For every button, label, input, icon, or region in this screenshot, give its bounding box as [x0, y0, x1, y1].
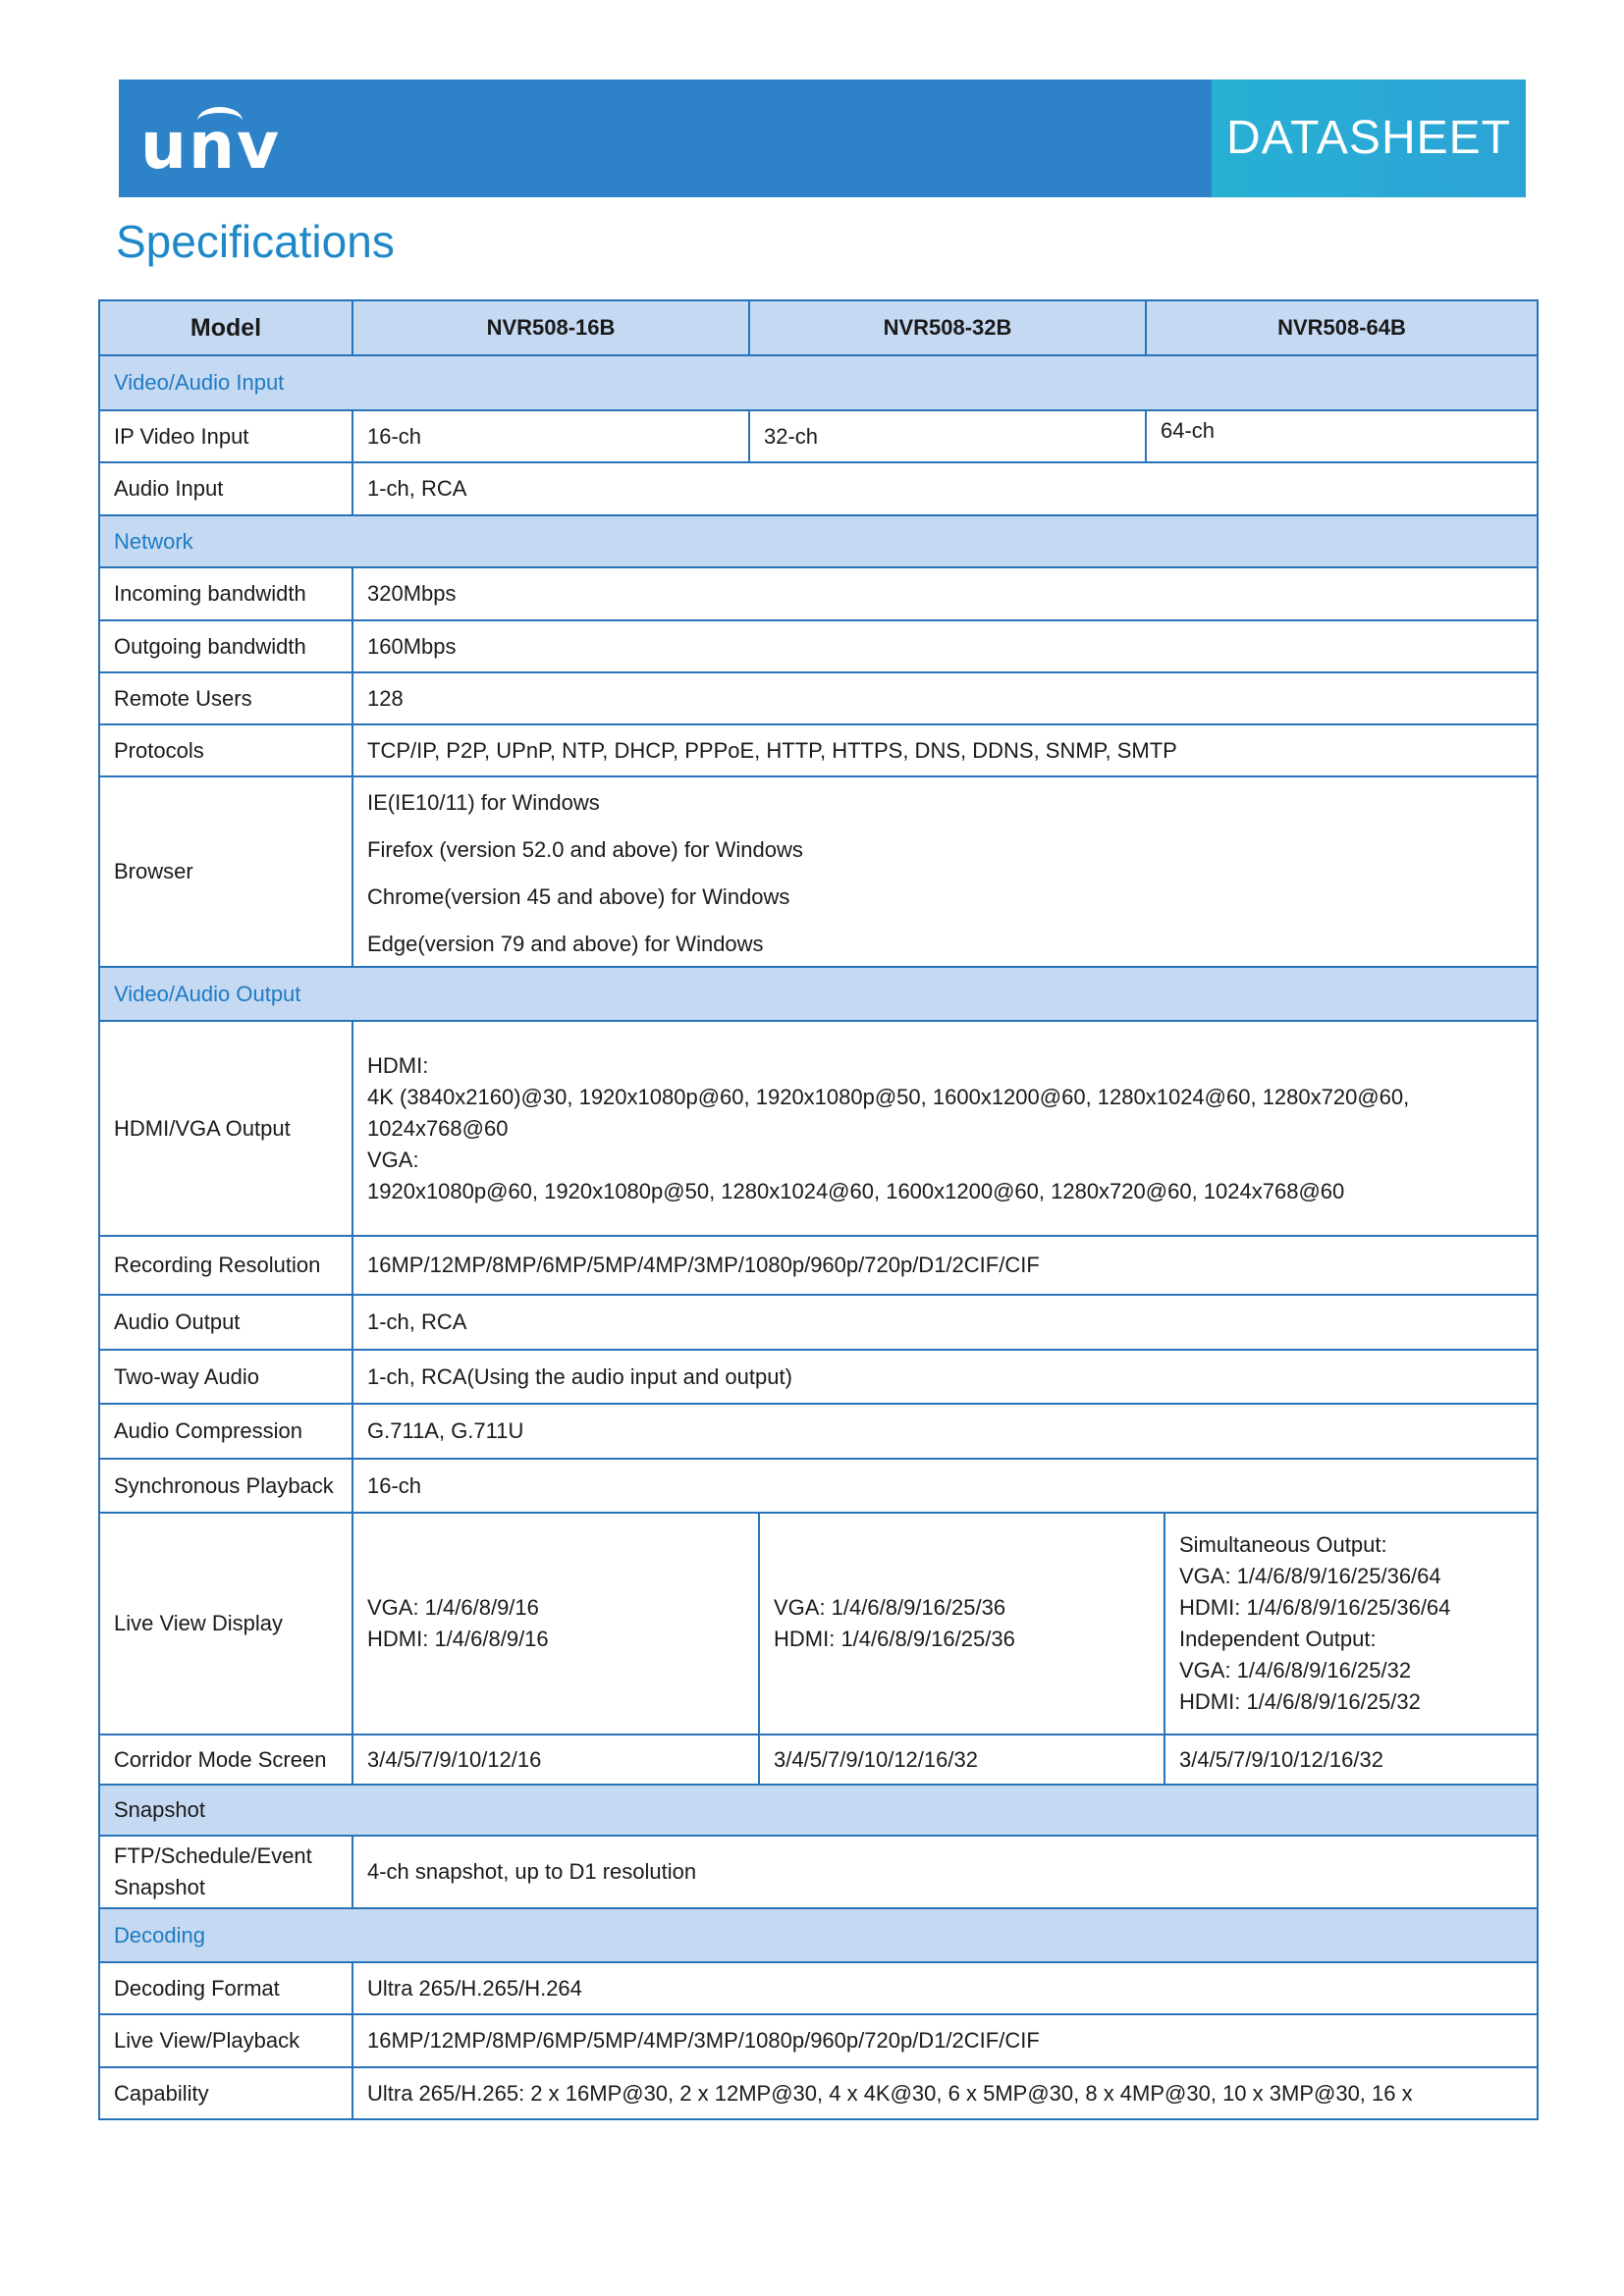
table-row [99, 462, 1538, 515]
table-row [99, 410, 1538, 462]
row-value: 16MP/12MP/8MP/6MP/5MP/4MP/3MP/1080p/960p/720p/D1/2CIF/CIF [352, 1236, 1538, 1295]
live-view-32b [759, 1513, 1164, 1735]
row-label: Audio Output [99, 1295, 352, 1350]
live-view-line: VGA: 1/4/6/8/9/16/25/32 [1179, 1658, 1412, 1682]
section-decoding: Decoding [99, 1908, 1538, 1962]
row-label: Synchronous Playback [99, 1459, 352, 1513]
row-label: Protocols [99, 724, 352, 776]
live-view-line: HDMI: 1/4/6/8/9/16/25/32 [1179, 1689, 1421, 1714]
row-label: Corridor Mode Screen [99, 1735, 352, 1785]
label-line: FTP/Schedule/Event [114, 1843, 312, 1868]
live-view-line: VGA: 1/4/6/8/9/16/25/36 [774, 1595, 1006, 1620]
specifications-table [98, 299, 1539, 2120]
model-16b: NVR508-16B [352, 300, 749, 355]
table-row [99, 724, 1538, 776]
live-view-line: Simultaneous Output: [1179, 1532, 1387, 1557]
ip-video-input-16b: 16-ch [352, 410, 749, 462]
browser-line: Firefox (version 52.0 and above) for Windows [367, 837, 803, 862]
row-value: 128 [352, 672, 1538, 724]
corridor-16b: 3/4/5/7/9/10/12/16 [352, 1735, 759, 1785]
row-value: 320Mbps [352, 567, 1538, 620]
label-line: Snapshot [114, 1875, 205, 1899]
page-header [119, 80, 1526, 197]
row-value: 4-ch snapshot, up to D1 resolution [352, 1836, 1538, 1908]
table-row [99, 620, 1538, 672]
section-video-audio-input: Video/Audio Input [99, 355, 1538, 410]
table-row [99, 1836, 1538, 1908]
table-row [99, 1295, 1538, 1350]
row-label [99, 1836, 352, 1908]
section-video-audio-output: Video/Audio Output [99, 967, 1538, 1021]
model-32b: NVR508-32B [749, 300, 1146, 355]
row-label: Browser [99, 776, 352, 967]
output-line: VGA: [367, 1147, 419, 1172]
row-label: Remote Users [99, 672, 352, 724]
section-row [99, 355, 1538, 410]
row-value: Ultra 265/H.265: 2 x 16MP@30, 2 x 12MP@30, 4 x 4K@30, 6 x 5MP@30, 8 x 4MP@30, 10 x 3MP@30, 16 x [352, 2067, 1538, 2119]
live-view-line: VGA: 1/4/6/8/9/16 [367, 1595, 539, 1620]
unv-logo [140, 99, 288, 184]
model-64b: NVR508-64B [1146, 300, 1538, 355]
row-label: Audio Compression [99, 1404, 352, 1459]
table-row [99, 1404, 1538, 1459]
table-row [99, 1350, 1538, 1404]
table-row [99, 1513, 1538, 1735]
row-label: HDMI/VGA Output [99, 1021, 352, 1236]
row-value: TCP/IP, P2P, UPnP, NTP, DHCP, PPPoE, HTTP, HTTPS, DNS, DDNS, SNMP, SMTP [352, 724, 1538, 776]
table-row [99, 776, 1538, 967]
row-label: Live View Display [99, 1513, 352, 1735]
section-row [99, 515, 1538, 567]
datasheet-badge: DATASHEET [1212, 80, 1526, 197]
table-row [99, 1236, 1538, 1295]
row-label: Audio Input [99, 462, 352, 515]
row-label: Decoding Format [99, 1962, 352, 2014]
logo-text: unv [140, 108, 281, 184]
corridor-32b: 3/4/5/7/9/10/12/16/32 [759, 1735, 1164, 1785]
model-label: Model [99, 300, 352, 355]
table-row [99, 1459, 1538, 1513]
corridor-64b: 3/4/5/7/9/10/12/16/32 [1164, 1735, 1538, 1785]
table-row [99, 1735, 1538, 1785]
ip-video-input-64b: 64-ch [1146, 410, 1538, 462]
row-value: 1-ch, RCA [352, 1295, 1538, 1350]
row-label: Outgoing bandwidth [99, 620, 352, 672]
row-label: Two-way Audio [99, 1350, 352, 1404]
table-row [99, 672, 1538, 724]
section-row [99, 967, 1538, 1021]
row-value: 1-ch, RCA(Using the audio input and output) [352, 1350, 1538, 1404]
model-header-row [99, 300, 1538, 355]
live-view-line: Independent Output: [1179, 1627, 1377, 1651]
output-line: 4K (3840x2160)@30, 1920x1080p@60, 1920x1080p@50, 1600x1200@60, 1280x1024@60, 1280x720@60, 1024x768@60 [367, 1084, 1410, 1141]
browser-line: Edge(version 79 and above) for Windows [367, 932, 764, 956]
row-label: Incoming bandwidth [99, 567, 352, 620]
row-label: Live View/Playback [99, 2014, 352, 2067]
section-row [99, 1785, 1538, 1836]
row-label: Capability [99, 2067, 352, 2119]
table-row [99, 1962, 1538, 2014]
row-label: IP Video Input [99, 410, 352, 462]
row-value: G.711A, G.711U [352, 1404, 1538, 1459]
table-row [99, 2014, 1538, 2067]
browser-list [352, 776, 1538, 967]
live-view-line: HDMI: 1/4/6/8/9/16/25/36 [774, 1627, 1015, 1651]
page-title: Specifications [116, 216, 395, 267]
row-value: Ultra 265/H.265/H.264 [352, 1962, 1538, 2014]
output-line: HDMI: [367, 1052, 429, 1078]
table-row [99, 2067, 1538, 2119]
live-view-64b [1164, 1513, 1538, 1735]
row-value: 16-ch [352, 1459, 1538, 1513]
live-view-line: VGA: 1/4/6/8/9/16/25/36/64 [1179, 1564, 1441, 1588]
ip-video-input-32b: 32-ch [749, 410, 1146, 462]
table-row [99, 1021, 1538, 1236]
live-view-16b [352, 1513, 759, 1735]
live-view-line: HDMI: 1/4/6/8/9/16/25/36/64 [1179, 1595, 1451, 1620]
hdmi-vga-output-list [352, 1021, 1538, 1236]
section-network: Network [99, 515, 1538, 567]
live-view-line: HDMI: 1/4/6/8/9/16 [367, 1627, 549, 1651]
row-label: Recording Resolution [99, 1236, 352, 1295]
row-value: 160Mbps [352, 620, 1538, 672]
output-line: 1920x1080p@60, 1920x1080p@50, 1280x1024@60, 1600x1200@60, 1280x720@60, 1024x768@60 [367, 1178, 1345, 1203]
row-value: 1-ch, RCA [352, 462, 1538, 515]
section-snapshot: Snapshot [99, 1785, 1538, 1836]
browser-line: IE(IE10/11) for Windows [367, 790, 600, 815]
row-value: 16MP/12MP/8MP/6MP/5MP/4MP/3MP/1080p/960p/720p/D1/2CIF/CIF [352, 2014, 1538, 2067]
table-row [99, 567, 1538, 620]
browser-line: Chrome(version 45 and above) for Windows [367, 884, 790, 909]
section-row [99, 1908, 1538, 1962]
